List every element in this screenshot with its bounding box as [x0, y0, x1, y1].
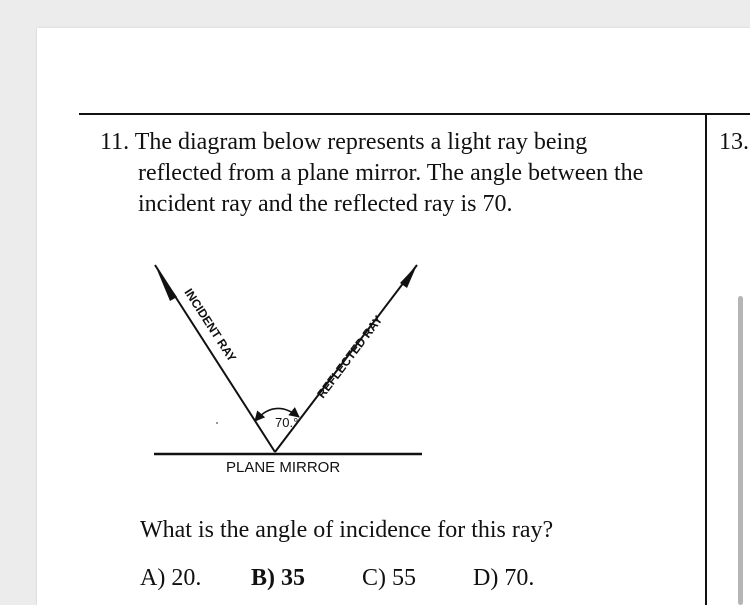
question-line-3: incident ray and the reflected ray is 70. — [138, 191, 513, 217]
incident-arrow-icon — [155, 265, 177, 301]
question-line-1: 11. The diagram below represents a light ray being — [100, 129, 588, 155]
choice-a[interactable]: A) 20. — [140, 565, 202, 591]
choice-c[interactable]: C) 55 — [362, 565, 416, 591]
reflected-ray-label: REFLECTED RAY — [314, 312, 386, 401]
next-question-number: 13. — [719, 129, 749, 155]
reflected-arrow-icon — [400, 265, 417, 288]
question-number: 11. — [100, 129, 130, 155]
column-divider — [705, 115, 707, 605]
question-prompt: What is the angle of incidence for this ray? — [140, 517, 554, 543]
question-line-2: reflected from a plane mirror. The angle between the — [138, 160, 644, 186]
top-divider — [79, 113, 750, 115]
choice-b[interactable]: B) 35 — [251, 565, 305, 591]
mirror-label: PLANE MIRROR — [226, 459, 341, 476]
scrollbar[interactable] — [738, 296, 743, 605]
choice-d[interactable]: D) 70. — [473, 565, 535, 591]
stray-dot — [216, 422, 218, 424]
angle-label: 70.° — [275, 415, 299, 430]
question-text — [100, 127, 700, 220]
reflection-diagram — [140, 255, 440, 480]
incident-ray-label: INCIDENT RAY — [181, 286, 240, 365]
